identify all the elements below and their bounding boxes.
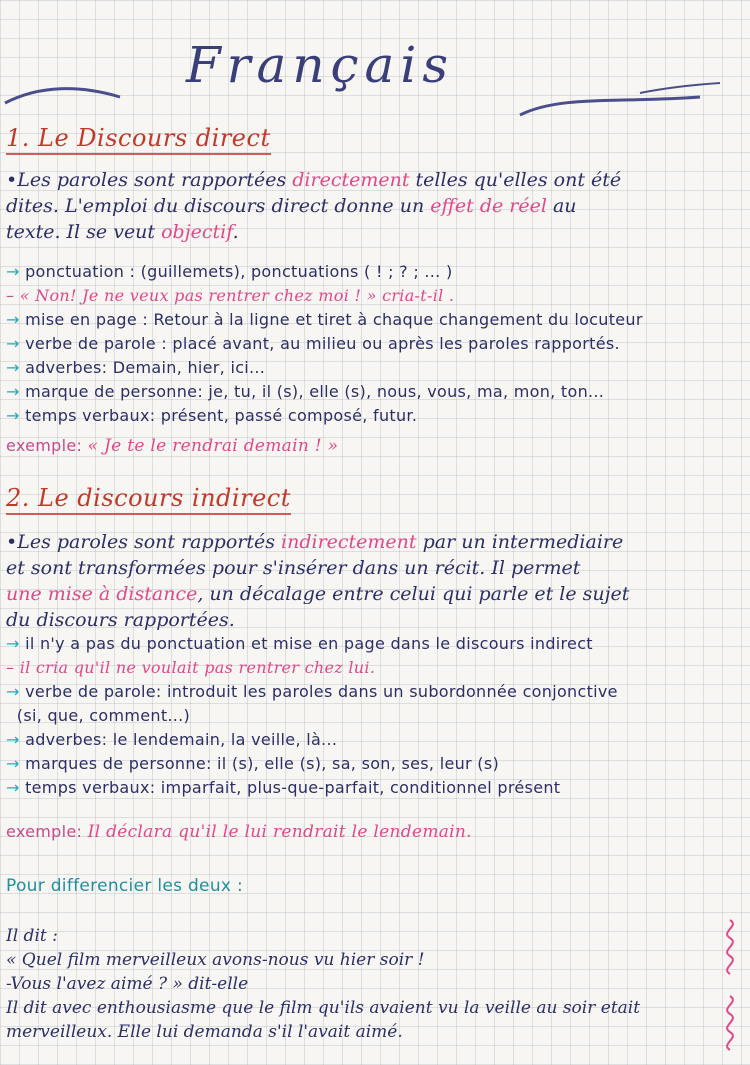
section1-para-line	[6, 222, 746, 242]
dash-icon: –	[6, 658, 20, 677]
compare-line: Il dit avec enthousiasme que le film qu'ils avaient vu la veille au soir etait	[6, 998, 641, 1018]
para-segment: dites. L'emploi du discours direct donne un	[6, 196, 431, 216]
section2-para-line	[6, 610, 746, 630]
para-segment: directement	[292, 170, 410, 190]
bullet-text: marques de personne: il (s), elle (s), sa, son, ses, leur (s)	[25, 754, 500, 773]
section1-bullet	[6, 286, 746, 306]
bullet-text: verbe de parole: introduit les paroles dans un subordonnée conjonctive	[25, 682, 618, 701]
page-title: Français	[185, 36, 455, 94]
para-segment: •Les paroles sont rapportées	[6, 170, 293, 190]
section2-bullet	[6, 682, 746, 702]
section2-bullet	[6, 754, 746, 774]
section1-bullet	[6, 334, 746, 354]
para-segment: au	[546, 196, 577, 216]
para-segment: et sont transformées pour s'insérer dans un récit. Il permet	[6, 558, 581, 578]
bullet-text: adverbes: le lendemain, la veille, là...	[25, 730, 338, 749]
bullet-text: « Non! Je ne veux pas rentrer chez moi ! » cria-t-il .	[19, 286, 455, 305]
section2-bullet	[6, 778, 746, 798]
bullet-text: il cria qu'il ne voulait pas rentrer chez lui.	[19, 658, 376, 677]
section1-bullet	[6, 406, 746, 426]
section2-heading	[6, 484, 291, 512]
para-segment: effet de réel	[430, 196, 547, 216]
para-segment: objectif	[161, 222, 233, 242]
dash-icon: –	[6, 286, 20, 305]
compare-line: merveilleux. Elle lui demanda s'il l'avait aimé.	[6, 1022, 403, 1042]
arrow-icon: →	[6, 406, 26, 425]
bullet-text: temps verbaux: imparfait, plus-que-parfait, conditionnel présent	[25, 778, 561, 797]
pink-squiggle-decoration	[718, 994, 742, 1054]
para-segment: indirectement	[281, 532, 417, 552]
section2-bullet	[6, 706, 746, 726]
bullet-text: verbe de parole : placé avant, au milieu ou après les paroles rapportés.	[25, 334, 620, 353]
section2-para-line	[6, 584, 746, 604]
compare-line: -Vous l'avez aimé ? » dit-elle	[6, 974, 249, 994]
para-segment: •Les paroles sont rapportés	[6, 532, 282, 552]
bullet-text: mise en page : Retour à la ligne et tiret à chaque changement du locuteur	[25, 310, 643, 329]
section1-example	[6, 436, 746, 456]
bullet-text: temps verbaux: présent, passé composé, futur.	[25, 406, 418, 425]
section2-para-line	[6, 558, 746, 578]
bullet-text: il n'y a pas du ponctuation et mise en page dans le discours indirect	[25, 634, 593, 653]
example-label: exemple:	[6, 436, 83, 455]
section1-bullet	[6, 358, 746, 378]
compare-line: « Quel film merveilleux avons-nous vu hier soir !	[6, 950, 425, 970]
section1-heading	[6, 124, 271, 152]
arrow-icon: →	[6, 262, 26, 281]
bullet-text: marque de personne: je, tu, il (s), elle (s), nous, vous, ma, mon, ton...	[25, 382, 605, 401]
pink-squiggle-decoration	[718, 918, 742, 978]
example-text: Il déclara qu'il le lui rendrait le lendemain.	[87, 822, 472, 842]
para-segment: texte. Il se veut	[6, 222, 162, 242]
dash-icon	[6, 706, 17, 725]
section2-bullet	[6, 730, 746, 750]
section2-bullet	[6, 658, 746, 678]
section2-example	[6, 822, 746, 842]
arrow-icon: →	[6, 778, 26, 797]
arrow-icon: →	[6, 682, 26, 701]
para-segment: .	[232, 222, 239, 242]
bullet-text: adverbes: Demain, hier, ici...	[25, 358, 266, 377]
section1-para-line	[6, 170, 746, 190]
section1-heading-text: 1. Le Discours direct	[6, 124, 271, 155]
compare-heading: Pour differencier les deux :	[6, 876, 243, 896]
arrow-icon: →	[6, 730, 26, 749]
para-segment: , un décalage entre celui qui parle et le sujet	[197, 584, 630, 604]
para-segment: une mise à distance	[6, 584, 198, 604]
example-text: « Je te le rendrai demain ! »	[87, 436, 339, 456]
arrow-icon: →	[6, 310, 26, 329]
section1-bullet	[6, 382, 746, 402]
compare-line: Il dit :	[6, 926, 58, 946]
section2-para-line	[6, 532, 746, 552]
section2-bullet	[6, 634, 746, 654]
arrow-icon: →	[6, 754, 26, 773]
section2-heading-text: 2. Le discours indirect	[6, 484, 291, 515]
arrow-icon: →	[6, 334, 26, 353]
bullet-text: (si, que, comment...)	[16, 706, 191, 725]
example-label: exemple:	[6, 822, 83, 841]
section1-bullet	[6, 262, 746, 282]
arrow-icon: →	[6, 634, 26, 653]
para-segment: par un intermediaire	[416, 532, 624, 552]
para-segment: telles qu'elles ont été	[409, 170, 622, 190]
arrow-icon: →	[6, 382, 26, 401]
section1-para-line	[6, 196, 746, 216]
bullet-text: ponctuation : (guillemets), ponctuations ( ! ; ? ; ... )	[25, 262, 453, 281]
arrow-icon: →	[6, 358, 26, 377]
para-segment: du discours rapportées.	[6, 610, 235, 630]
section1-bullet	[6, 310, 746, 330]
